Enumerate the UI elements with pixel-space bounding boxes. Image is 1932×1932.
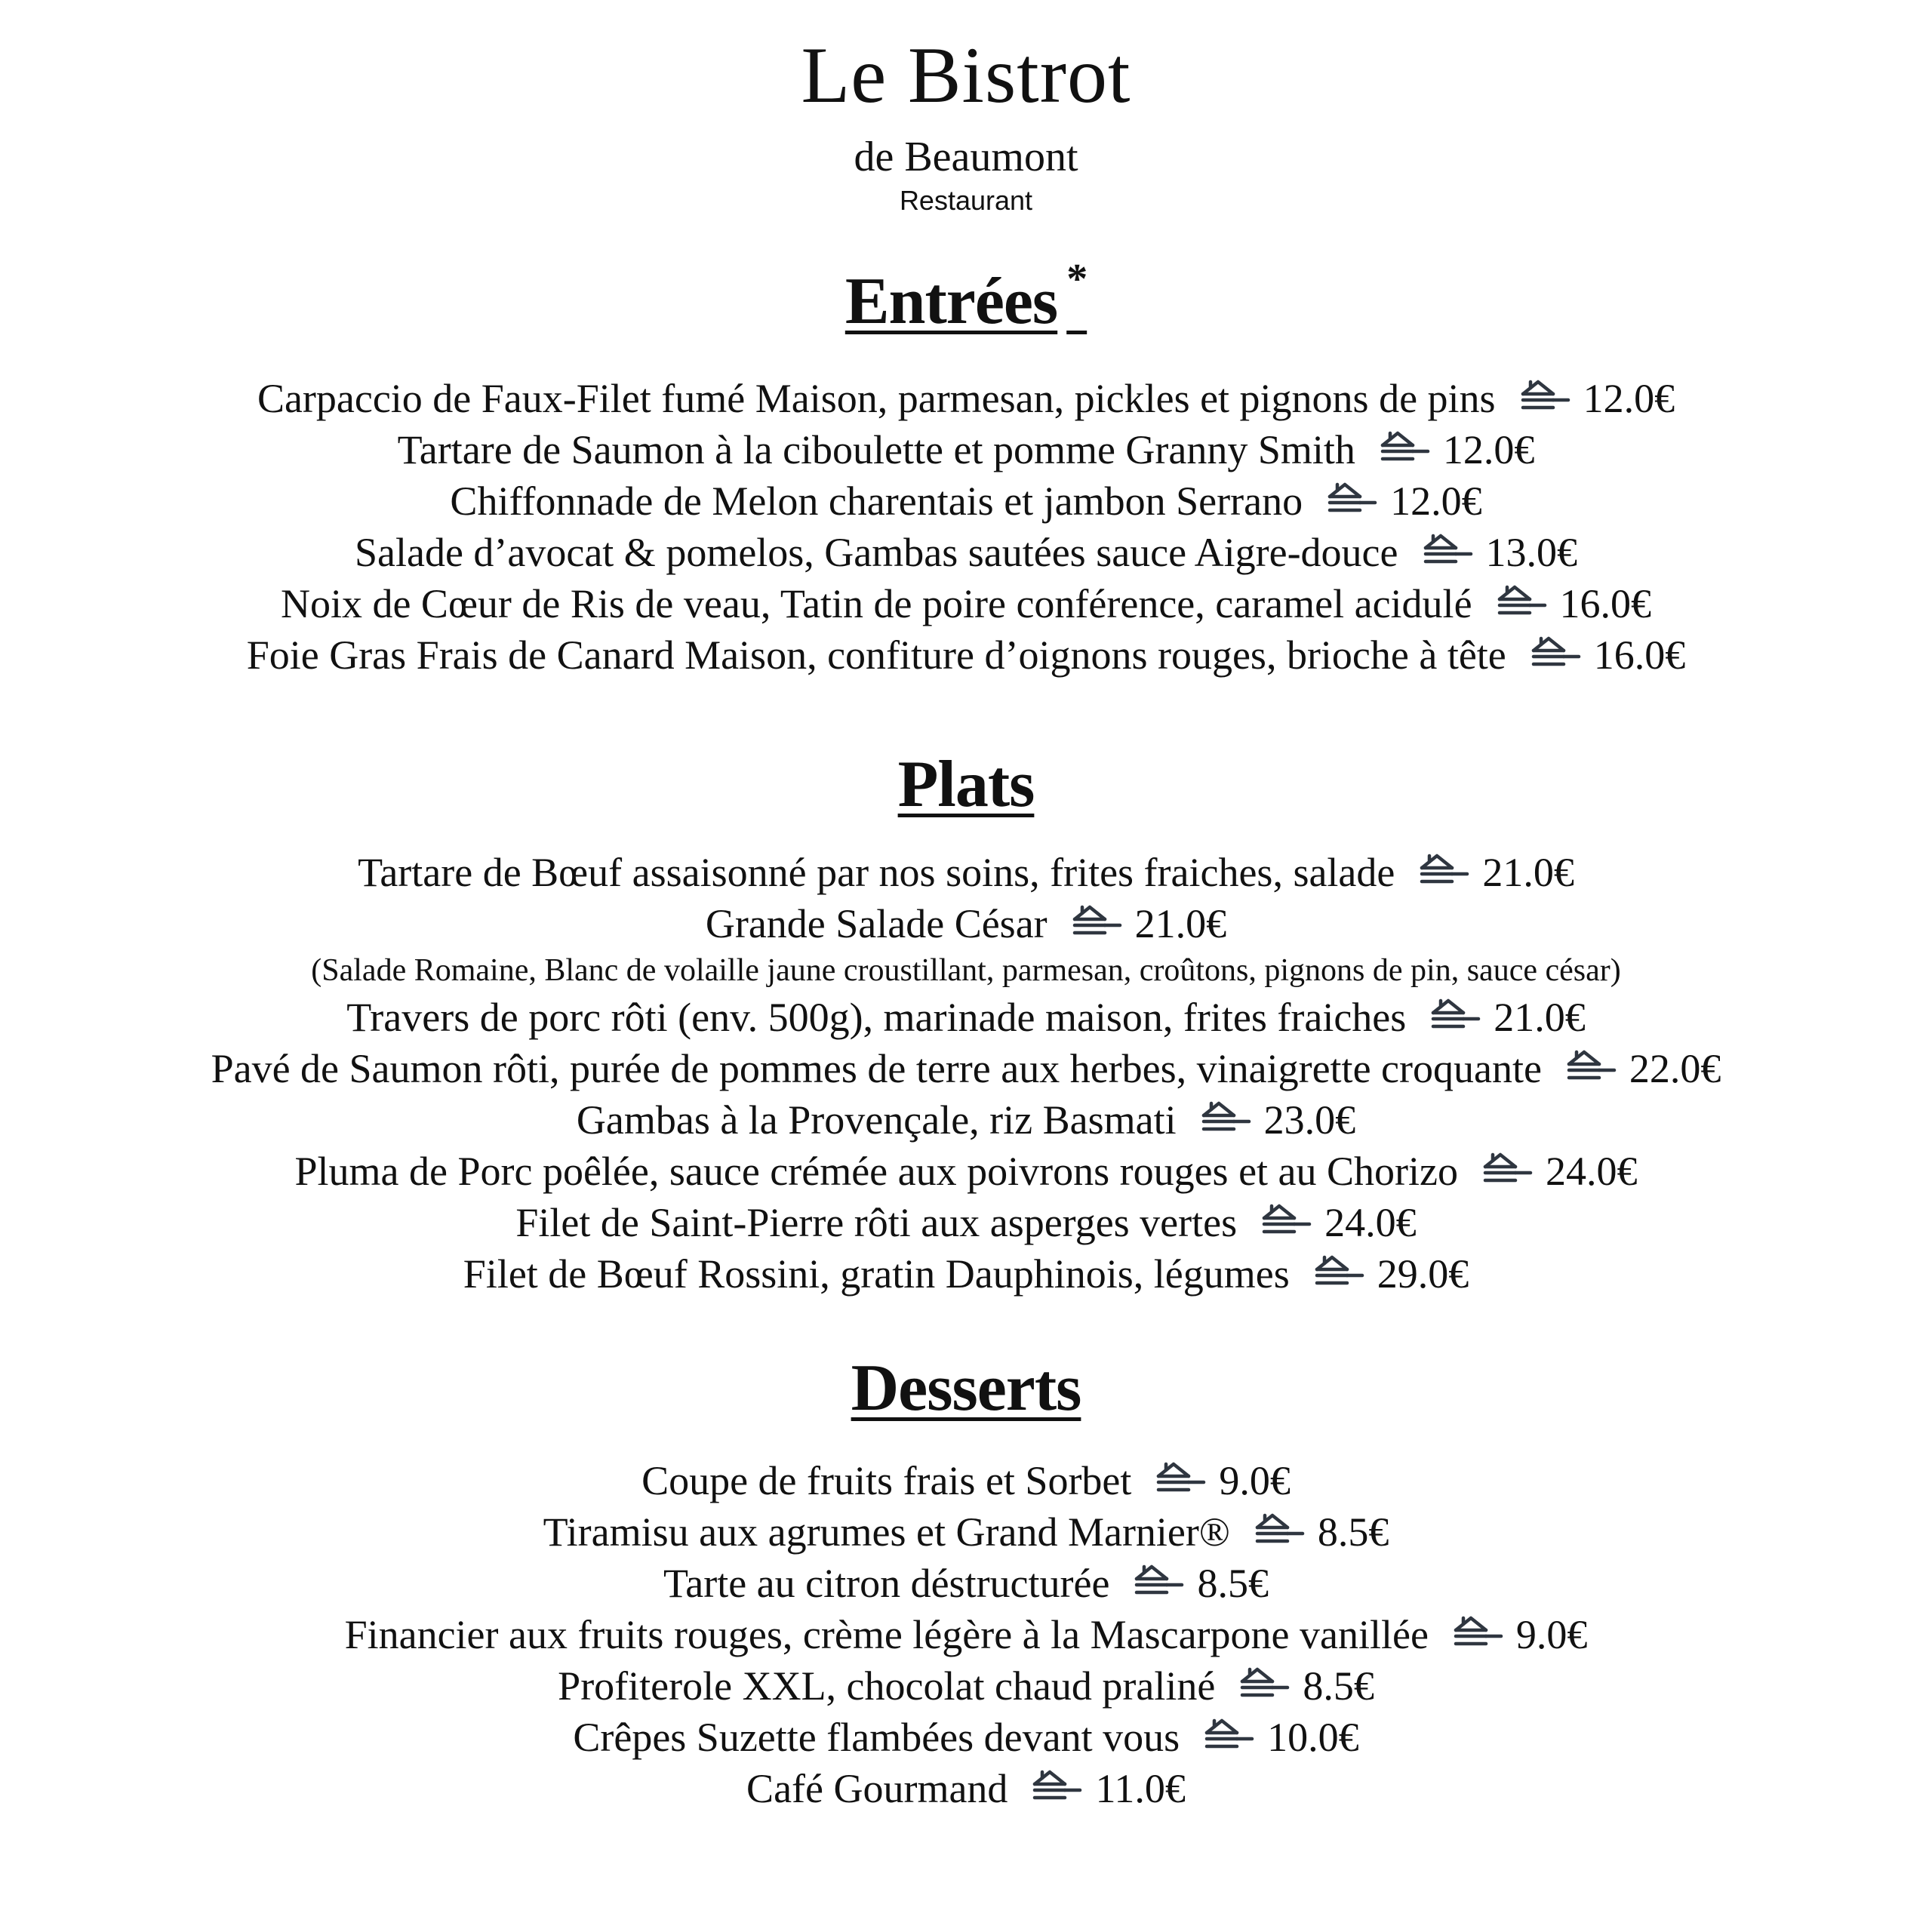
item-name: Tartare de Bœuf assaisonné par nos soins, frites fraiches, salade [358, 850, 1395, 895]
item-price: 16.0€ [1559, 581, 1652, 626]
item-price: 13.0€ [1485, 530, 1577, 575]
item-price: 21.0€ [1134, 901, 1227, 946]
section-heading-plats: Plats [897, 748, 1035, 821]
item-name: Chiffonnade de Melon charentais et jambon Serrano [450, 478, 1303, 524]
menu-item [0, 424, 1932, 475]
item-price: 9.0€ [1219, 1458, 1291, 1503]
item-name: Tartare de Saumon à la ciboulette et pomme Granny Smith [397, 427, 1355, 472]
cesar-salad-note: (Salade Romaine, Blanc de volaille jaune croustillant, parmesan, croûtons, pignons de pin, sauce césar) [311, 953, 1621, 988]
menu-item [0, 1043, 1932, 1094]
item-price: 10.0€ [1267, 1715, 1359, 1760]
entrees-list [0, 373, 1932, 681]
item-name: Grande Salade César [705, 901, 1048, 946]
dish-icon [1557, 1043, 1619, 1088]
menu-item [0, 1094, 1932, 1146]
section-heading-entrees [845, 242, 1087, 340]
item-price: 12.0€ [1390, 478, 1482, 524]
dish-icon [1473, 1146, 1535, 1191]
dish-icon [1487, 578, 1549, 623]
restaurant-subtitle: de Beaumont [854, 134, 1078, 180]
dish-icon [1305, 1248, 1367, 1294]
item-name: Foie Gras Frais de Canard Maison, confiture d’oignons rouges, brioche à tête [246, 632, 1506, 678]
menu-item [0, 1609, 1932, 1660]
item-name: Travers de porc rôti (env. 500g), marinade maison, frites fraiches [346, 995, 1407, 1040]
item-price: 23.0€ [1263, 1097, 1356, 1143]
dish-icon [1245, 1506, 1307, 1552]
item-price: 8.5€ [1317, 1509, 1389, 1555]
item-price: 12.0€ [1442, 427, 1535, 472]
item-name: Filet de Saint-Pierre rôti aux asperges vertes [515, 1200, 1238, 1245]
item-price: 12.0€ [1583, 376, 1675, 421]
desserts-list [0, 1455, 1932, 1814]
item-price: 24.0€ [1324, 1200, 1417, 1245]
menu-item [0, 1197, 1932, 1248]
item-price: 8.5€ [1303, 1663, 1374, 1709]
plats-list [0, 847, 1932, 1300]
menu-item [0, 898, 1932, 949]
menu-item [0, 629, 1932, 681]
dish-icon [1023, 1763, 1084, 1808]
dish-icon [1421, 992, 1483, 1037]
menu-item [0, 847, 1932, 898]
item-price: 16.0€ [1593, 632, 1686, 678]
item-name: Tiramisu aux agrumes et Grand Marnier® [543, 1509, 1230, 1555]
item-name: Tarte au citron déstructurée [663, 1561, 1110, 1606]
item-price: 21.0€ [1482, 850, 1574, 895]
item-name: Pluma de Porc poêlée, sauce crémée aux poivrons rouges et au Chorizo [294, 1149, 1458, 1194]
dish-icon [1146, 1455, 1208, 1500]
section-heading-desserts: Desserts [851, 1352, 1081, 1425]
item-name: Coupe de fruits frais et Sorbet [641, 1458, 1132, 1503]
dish-icon [1230, 1660, 1292, 1706]
item-name: Salade d’avocat & pomelos, Gambas sautées sauce Aigre-douce [354, 530, 1398, 575]
dish-icon [1124, 1558, 1186, 1603]
item-name: Noix de Cœur de Ris de veau, Tatin de poire conférence, caramel acidulé [280, 581, 1472, 626]
item-price: 8.5€ [1197, 1561, 1269, 1606]
dish-icon [1252, 1197, 1314, 1242]
dish-icon [1511, 373, 1573, 418]
item-price: 9.0€ [1515, 1612, 1588, 1657]
item-price: 24.0€ [1545, 1149, 1638, 1194]
dish-icon [1410, 847, 1472, 892]
item-price: 21.0€ [1494, 995, 1586, 1040]
item-price: 22.0€ [1629, 1046, 1721, 1091]
item-price: 11.0€ [1095, 1766, 1186, 1811]
menu-item [0, 992, 1932, 1043]
restaurant-title: Le Bistrot [801, 31, 1131, 119]
item-name: Pavé de Saumon rôti, purée de pommes de terre aux herbes, vinaigrette croquante [211, 1046, 1542, 1091]
menu-item [0, 1506, 1932, 1558]
heading-star: * [1066, 256, 1088, 303]
item-name: Filet de Bœuf Rossini, gratin Dauphinois, légumes [463, 1251, 1290, 1297]
menu-item [0, 1558, 1932, 1609]
item-name: Profiterole XXL, chocolat chaud praliné [558, 1663, 1216, 1709]
menu-item [0, 1660, 1932, 1712]
menu-header [0, 30, 1932, 217]
item-name: Crêpes Suzette flambées devant vous [573, 1715, 1180, 1760]
dish-icon [1444, 1609, 1506, 1654]
dish-icon [1318, 475, 1380, 521]
item-name: Café Gourmand [746, 1766, 1008, 1811]
section-plats [0, 747, 1932, 1300]
item-name: Gambas à la Provençale, riz Basmati [576, 1097, 1177, 1143]
dish-icon [1192, 1094, 1254, 1140]
heading-text: Entrées [844, 265, 1058, 338]
dish-icon [1063, 898, 1124, 943]
menu-item [0, 373, 1932, 424]
menu-item [0, 578, 1932, 629]
menu-item [0, 475, 1932, 527]
menu-item [0, 527, 1932, 578]
dish-icon [1414, 527, 1475, 572]
section-desserts [0, 1351, 1932, 1814]
menu-item [0, 1712, 1932, 1763]
menu-item [0, 1248, 1932, 1300]
dish-icon [1195, 1712, 1257, 1757]
menu-item [0, 1763, 1932, 1814]
menu-item [0, 1455, 1932, 1506]
dish-icon [1371, 424, 1432, 469]
section-entrees [0, 242, 1932, 681]
item-name: Carpaccio de Faux-Filet fumé Maison, parmesan, pickles et pignons de pins [257, 376, 1496, 421]
item-name: Financier aux fruits rouges, crème légère à la Mascarpone vanillée [344, 1612, 1429, 1657]
item-price: 29.0€ [1377, 1251, 1469, 1297]
restaurant-kind: Restaurant [899, 185, 1033, 216]
menu-item [0, 1146, 1932, 1197]
dish-icon [1521, 629, 1583, 675]
